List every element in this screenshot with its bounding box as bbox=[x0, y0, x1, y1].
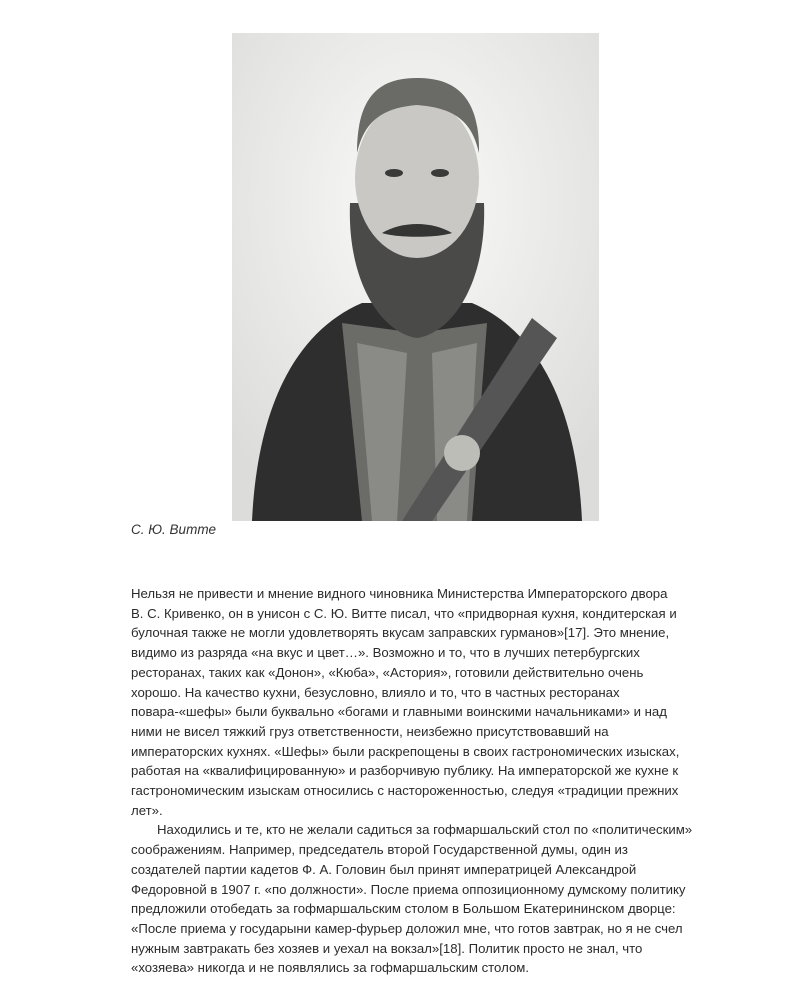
text-line: В. С. Кривенко, он в унисон с С. Ю. Витте писал, что «придворная кухня, кондитерская и bbox=[131, 605, 677, 621]
figure-caption: С. Ю. Витте bbox=[131, 522, 217, 537]
text-line: нужным завтракать без хозяев и уехал на вокзал»[18]. Политик просто не знал, что bbox=[131, 940, 643, 956]
text-line: ресторанах, таких как «Донон», «Кюба», «Астория», готовили действительно очень bbox=[131, 664, 644, 680]
text-line: Находились и те, кто не желали садиться за гофмаршальский стол по «политическим» bbox=[157, 822, 693, 838]
text-line: Федоровной в 1907 г. «по должности». После приема оппозиционному думскому политику bbox=[131, 881, 686, 897]
portrait-photo bbox=[232, 33, 599, 521]
text-line: «После приема у государыни камер-фурьер доложил мне, что готов завтрак, но я не счел bbox=[131, 920, 683, 936]
text-line: гастрономическим изыскам относились с настороженностью, следуя «традиции прежних bbox=[131, 783, 679, 799]
paragraph bbox=[131, 584, 731, 820]
text-line: повара-«шефы» были буквально «богами и главными воинскими начальниками» и над bbox=[131, 704, 667, 720]
text-line: предложили отобедать за гофмаршальским столом в Большом Екатерининском дворце: bbox=[131, 901, 676, 917]
body-text bbox=[131, 584, 731, 978]
text-line: хорошо. На качество кухни, безусловно, влияло и то, что в частных ресторанах bbox=[131, 684, 620, 700]
paragraph bbox=[131, 820, 731, 978]
text-line: создателей партии кадетов Ф. А. Головин был принят императрицей Александрой bbox=[131, 861, 637, 877]
text-line: видимо из разряда «на вкус и цвет…». Возможно и то, что в лучших петербургских bbox=[131, 645, 640, 661]
text-line: работая на «квалифицированную» и разборчивую публику. На императорской же кухне к bbox=[131, 763, 679, 779]
text-line: Нельзя не привести и мнение видного чиновника Министерства Императорского двора bbox=[131, 586, 668, 601]
text-line: соображениям. Например, председатель второй Государственной думы, один из bbox=[131, 842, 628, 858]
text-line: лет». bbox=[131, 802, 163, 818]
text-line: императорских кухнях. «Шефы» были раскрепощены в своих гастрономических изысках, bbox=[131, 743, 680, 759]
text-line: «хозяева» никогда и не появлялись за гофмаршальским столом. bbox=[131, 960, 530, 976]
text-line: ними не висел тяжкий груз ответственности, неизбежно присутствовавший на bbox=[131, 723, 609, 739]
text-line: булочная также не могли удовлетворять вкусам заправских гурманов»[17]. Это мнение, bbox=[131, 625, 670, 641]
